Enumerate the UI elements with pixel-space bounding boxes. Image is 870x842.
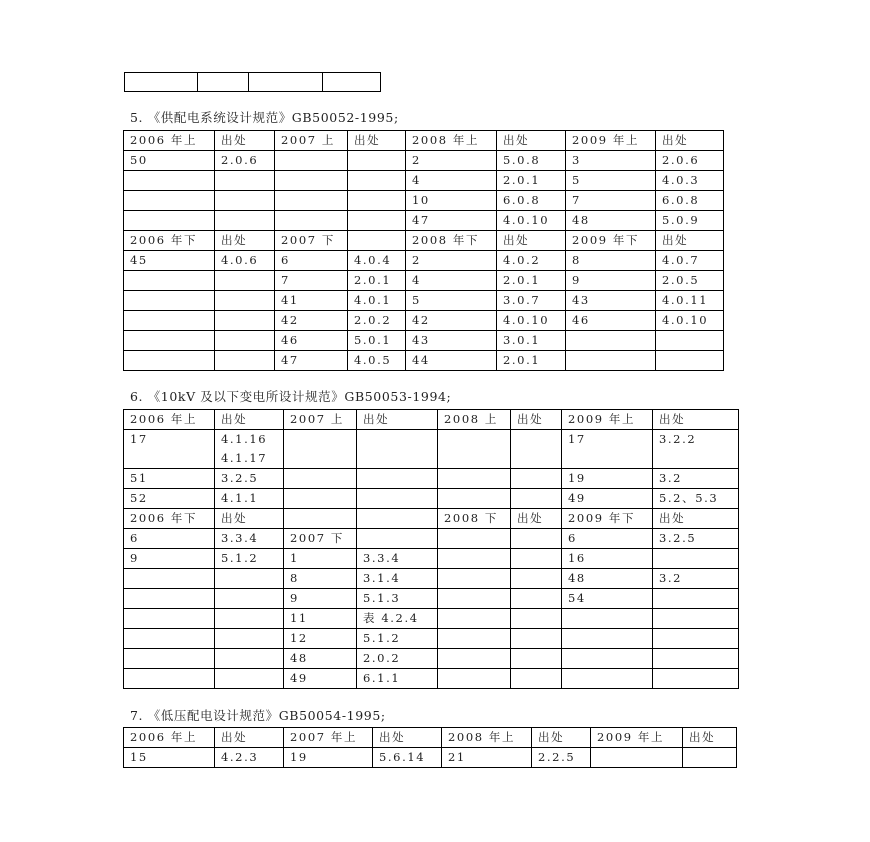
table-cell: 9 (284, 589, 357, 609)
table-cell (357, 489, 438, 509)
table-row (124, 549, 739, 569)
table-cell (348, 191, 406, 211)
table-cell: 2009 年上 (591, 728, 683, 748)
table-row (124, 271, 724, 291)
empty-cell (198, 73, 249, 92)
table-cell: 49 (562, 489, 653, 509)
table-cell: 52 (124, 489, 215, 509)
table-cell: 4.0.3 (656, 171, 724, 191)
table-cell (511, 669, 562, 689)
table-cell: 51 (124, 469, 215, 489)
table-cell (124, 649, 215, 669)
table-cell: 42 (275, 311, 348, 331)
table-cell (562, 629, 653, 649)
table-row (124, 529, 739, 549)
table-cell: 5.0.8 (497, 151, 566, 171)
table-cell: 出处 (215, 509, 284, 529)
table-cell (438, 669, 511, 689)
table-cell: 出处 (215, 231, 275, 251)
table-cell: 2007 上 (275, 131, 348, 151)
table-row (124, 629, 739, 649)
table-cell (124, 171, 215, 191)
cell-line: 4.1.17 (221, 451, 268, 465)
table-cell (653, 589, 739, 609)
table-cell: 4.0.6 (215, 251, 275, 271)
table-cell: 7 (275, 271, 348, 291)
table-row (124, 649, 739, 669)
table-cell: 3.2.5 (653, 529, 739, 549)
table-cell (511, 489, 562, 509)
table-cell: 出处 (511, 509, 562, 529)
table-cell (215, 271, 275, 291)
table-cell (438, 569, 511, 589)
table-cell (562, 649, 653, 669)
table-cell (591, 748, 683, 768)
table-cell (438, 469, 511, 489)
table-cell: 9 (566, 271, 656, 291)
table-cell (215, 291, 275, 311)
table-cell: 5.1.2 (357, 629, 438, 649)
section-6-table (123, 409, 739, 689)
table-row (124, 351, 724, 371)
table-cell (511, 569, 562, 589)
table-row (124, 231, 724, 251)
table-cell: 5 (566, 171, 656, 191)
table-cell: 2008 上 (438, 410, 511, 430)
table-cell (124, 211, 215, 231)
table-cell: 54 (562, 589, 653, 609)
table-cell (124, 311, 215, 331)
table-cell: 2 (406, 251, 497, 271)
table-cell: 6 (562, 529, 653, 549)
table-cell (438, 529, 511, 549)
table-cell: 2.2.5 (532, 748, 591, 768)
table-cell: 48 (566, 211, 656, 231)
table-cell: 3 (566, 151, 656, 171)
table-cell (215, 649, 284, 669)
table-cell (438, 609, 511, 629)
table-cell: 5 (406, 291, 497, 311)
table-cell (511, 629, 562, 649)
table-cell (124, 351, 215, 371)
table-cell (348, 211, 406, 231)
table-cell (438, 649, 511, 669)
table-cell (124, 629, 215, 649)
table-cell (215, 609, 284, 629)
table-cell: 2007 下 (284, 529, 357, 549)
table-cell: 3.0.7 (497, 291, 566, 311)
table-cell (275, 151, 348, 171)
table-cell (562, 609, 653, 629)
table-cell: 出处 (653, 509, 739, 529)
table-cell: 2006 年上 (124, 410, 215, 430)
empty-cell (249, 73, 323, 92)
table-cell: 10 (406, 191, 497, 211)
table-cell (348, 171, 406, 191)
table-row (124, 191, 724, 211)
table-cell (438, 629, 511, 649)
table-cell: 4.2.3 (215, 748, 284, 768)
table-cell (215, 430, 284, 469)
section-7-heading: 7. 《低压配电设计规范》GB50054-1995; (130, 708, 386, 723)
table-cell: 4.0.2 (497, 251, 566, 271)
table-cell: 3.3.4 (215, 529, 284, 549)
table-cell (357, 430, 438, 469)
table-cell: 2008 年上 (406, 131, 497, 151)
table-cell: 5.0.9 (656, 211, 724, 231)
table-cell (653, 609, 739, 629)
table-cell: 15 (124, 748, 215, 768)
table-cell: 2.0.1 (497, 171, 566, 191)
table-cell (124, 271, 215, 291)
table-cell (357, 529, 438, 549)
table-row (124, 251, 724, 271)
table-cell (566, 351, 656, 371)
section-7-table (123, 727, 737, 768)
section-6-heading: 6. 《10kV 及以下变电所设计规范》GB50053-1994; (130, 389, 452, 404)
table-cell (438, 589, 511, 609)
table-cell (656, 351, 724, 371)
table-cell (124, 331, 215, 351)
table-cell: 21 (442, 748, 532, 768)
table-cell (215, 569, 284, 589)
table-row (124, 509, 739, 529)
table-cell: 2009 年下 (566, 231, 656, 251)
table-cell: 45 (124, 251, 215, 271)
table-cell: 2009 年上 (566, 131, 656, 151)
table-cell: 17 (124, 430, 215, 469)
table-cell: 44 (406, 351, 497, 371)
table-cell (511, 430, 562, 469)
header-row (124, 410, 739, 430)
table-cell (562, 669, 653, 689)
table-cell (284, 489, 357, 509)
table-cell: 41 (275, 291, 348, 311)
table-row (124, 430, 739, 469)
table-cell: 4.0.10 (656, 311, 724, 331)
table-cell: 6 (275, 251, 348, 271)
table-cell: 8 (284, 569, 357, 589)
table-cell: 3.1.4 (357, 569, 438, 589)
table-cell: 6.0.8 (497, 191, 566, 211)
table-cell: 3.3.4 (357, 549, 438, 569)
table-cell: 4.1.1 (215, 489, 284, 509)
table-cell: 出处 (357, 410, 438, 430)
table-row (124, 211, 724, 231)
empty-cell (125, 73, 198, 92)
table-cell (438, 430, 511, 469)
table-cell: 出处 (656, 131, 724, 151)
table-row (124, 151, 724, 171)
table-cell: 49 (284, 669, 357, 689)
table-cell (566, 331, 656, 351)
table-cell: 2007 上 (284, 410, 357, 430)
table-cell (124, 191, 215, 211)
table-cell: 48 (284, 649, 357, 669)
table-cell: 4 (406, 271, 497, 291)
table-cell: 出处 (373, 728, 442, 748)
table-cell (653, 549, 739, 569)
table-cell: 19 (562, 469, 653, 489)
table-cell: 16 (562, 549, 653, 569)
table-row (124, 669, 739, 689)
table-cell (438, 489, 511, 509)
table-cell (124, 291, 215, 311)
section-5-table (123, 130, 724, 371)
table-cell: 2008 年下 (406, 231, 497, 251)
table-cell (357, 509, 438, 529)
table-cell: 出处 (215, 728, 284, 748)
table-cell: 17 (562, 430, 653, 469)
table-row (124, 171, 724, 191)
table-cell: 2006 年上 (124, 728, 215, 748)
table-cell (215, 629, 284, 649)
table-cell (653, 629, 739, 649)
table-cell: 6 (124, 529, 215, 549)
table-cell: 4.0.4 (348, 251, 406, 271)
table-cell (275, 191, 348, 211)
table-cell: 19 (284, 748, 373, 768)
table-cell (511, 469, 562, 489)
table-cell (215, 211, 275, 231)
table-cell (511, 529, 562, 549)
table-cell: 48 (562, 569, 653, 589)
table-cell (284, 509, 357, 529)
table-cell: 2.0.2 (348, 311, 406, 331)
table-row (124, 311, 724, 331)
table-cell: 5.1.3 (357, 589, 438, 609)
table-cell (215, 171, 275, 191)
table-cell: 5.0.1 (348, 331, 406, 351)
table-cell: 2.0.1 (348, 271, 406, 291)
table-cell: 46 (275, 331, 348, 351)
table-cell: 6.1.1 (357, 669, 438, 689)
table-cell: 3.2 (653, 569, 739, 589)
table-cell: 出处 (653, 410, 739, 430)
header-row (124, 131, 724, 151)
table-cell (275, 211, 348, 231)
table-cell: 12 (284, 629, 357, 649)
table-cell (653, 649, 739, 669)
table-cell (215, 191, 275, 211)
table-cell (511, 649, 562, 669)
empty-cell (323, 73, 381, 92)
table-cell (215, 669, 284, 689)
table-cell: 9 (124, 549, 215, 569)
table-cell: 8 (566, 251, 656, 271)
table-cell: 2009 年上 (562, 410, 653, 430)
table-cell (348, 151, 406, 171)
table-cell (357, 469, 438, 489)
table-cell: 2.0.2 (357, 649, 438, 669)
table-cell: 2006 年下 (124, 509, 215, 529)
empty-table-fragment (124, 72, 381, 92)
table-cell: 2006 年上 (124, 131, 215, 151)
table-row (124, 589, 739, 609)
table-cell: 2008 年上 (442, 728, 532, 748)
table-cell: 4.0.5 (348, 351, 406, 371)
table-row (124, 489, 739, 509)
table-cell: 43 (406, 331, 497, 351)
table-cell: 出处 (532, 728, 591, 748)
table-row (124, 609, 739, 629)
table-cell: 4.0.11 (656, 291, 724, 311)
table-cell: 1 (284, 549, 357, 569)
cell-line: 4.1.16 (221, 432, 268, 446)
table-cell (215, 311, 275, 331)
header-row (124, 728, 737, 748)
table-cell: 2.0.5 (656, 271, 724, 291)
table-cell: 出处 (683, 728, 737, 748)
table-cell: 2006 年下 (124, 231, 215, 251)
table-cell: 3.2.5 (215, 469, 284, 489)
table-cell (124, 569, 215, 589)
table-cell (275, 171, 348, 191)
table-cell (215, 589, 284, 609)
table-row (124, 569, 739, 589)
table-cell: 出处 (348, 131, 406, 151)
table-cell: 47 (275, 351, 348, 371)
table-cell (215, 331, 275, 351)
table-cell (124, 609, 215, 629)
table-cell: 6.0.8 (656, 191, 724, 211)
table-cell: 42 (406, 311, 497, 331)
table-cell (511, 549, 562, 569)
table-cell: 2.0.1 (497, 351, 566, 371)
table-cell: 2.0.6 (215, 151, 275, 171)
table-cell: 出处 (215, 410, 284, 430)
table-cell: 5.6.14 (373, 748, 442, 768)
table-cell (284, 430, 357, 469)
table-cell (124, 589, 215, 609)
table-cell: 出处 (215, 131, 275, 151)
table-cell (511, 609, 562, 629)
table-cell: 5.1.2 (215, 549, 284, 569)
table-cell: 3.2 (653, 469, 739, 489)
table-cell: 7 (566, 191, 656, 211)
table-cell: 出处 (497, 131, 566, 151)
table-cell (438, 549, 511, 569)
table-cell (653, 669, 739, 689)
table-cell: 2.0.1 (497, 271, 566, 291)
table-cell: 2 (406, 151, 497, 171)
table-cell: 47 (406, 211, 497, 231)
table-cell: 4.0.1 (348, 291, 406, 311)
table-cell: 表 4.2.4 (357, 609, 438, 629)
table-row (124, 291, 724, 311)
table-row (124, 748, 737, 768)
table-cell: 5.2、5.3 (653, 489, 739, 509)
table-cell: 出处 (511, 410, 562, 430)
table-cell: 出处 (497, 231, 566, 251)
table-cell: 4.0.10 (497, 211, 566, 231)
table-cell: 4.0.7 (656, 251, 724, 271)
table-cell (124, 669, 215, 689)
table-cell: 2.0.6 (656, 151, 724, 171)
table-cell: 43 (566, 291, 656, 311)
table-row (124, 331, 724, 351)
table-cell: 2008 下 (438, 509, 511, 529)
table-cell: 2009 年下 (562, 509, 653, 529)
table-row (124, 469, 739, 489)
section-5-heading: 5. 《供配电系统设计规范》GB50052-1995; (130, 110, 399, 125)
table-cell (284, 469, 357, 489)
table-cell: 46 (566, 311, 656, 331)
table-cell: 2007 年上 (284, 728, 373, 748)
table-cell (656, 331, 724, 351)
table-cell: 4.0.10 (497, 311, 566, 331)
table-cell: 11 (284, 609, 357, 629)
table-cell: 2007 下 (275, 231, 348, 251)
table-cell (511, 589, 562, 609)
table-cell (683, 748, 737, 768)
table-cell: 3.0.1 (497, 331, 566, 351)
table-cell: 4 (406, 171, 497, 191)
table-cell (215, 351, 275, 371)
table-cell (348, 231, 406, 251)
table-cell: 3.2.2 (653, 430, 739, 469)
table-cell: 出处 (656, 231, 724, 251)
table-cell: 50 (124, 151, 215, 171)
